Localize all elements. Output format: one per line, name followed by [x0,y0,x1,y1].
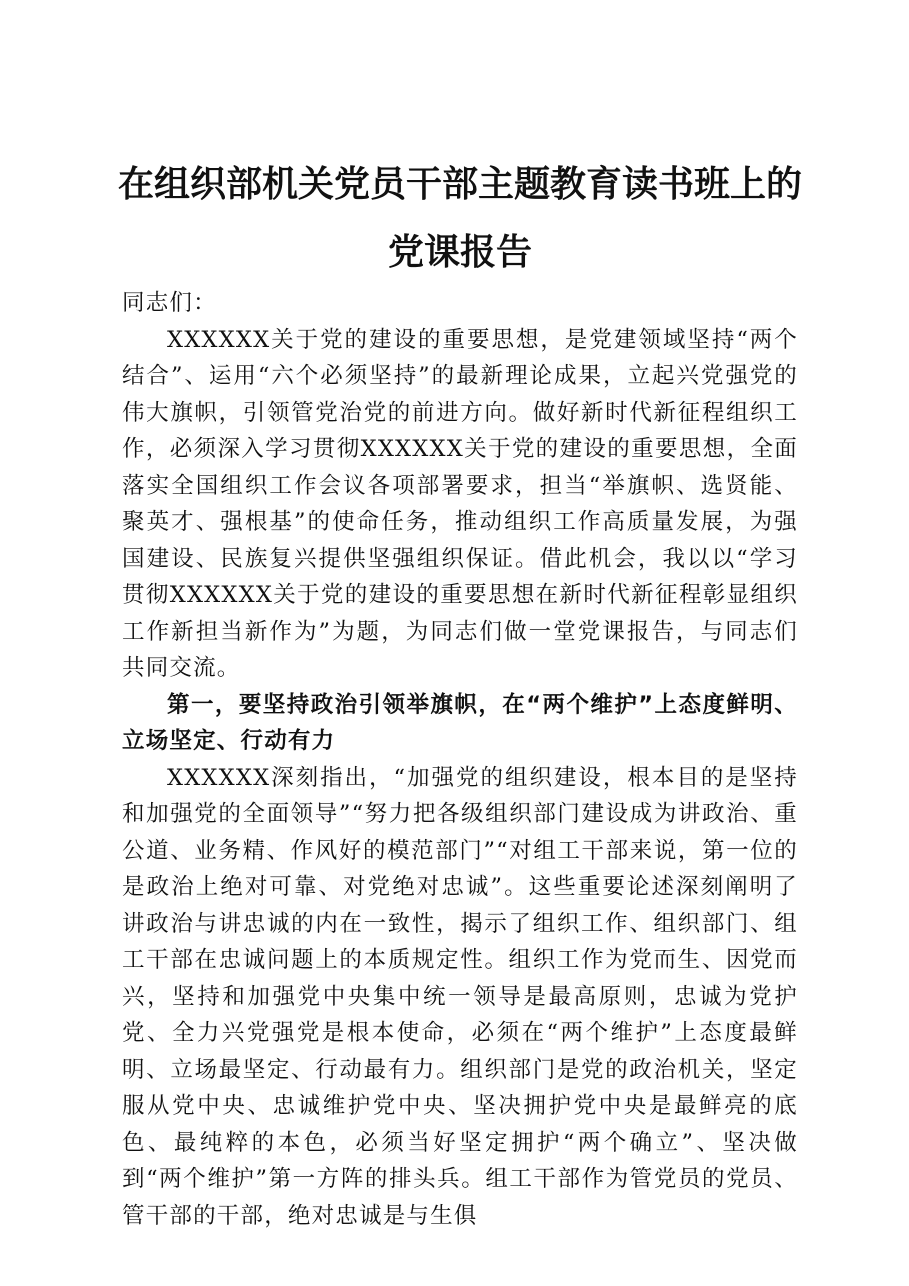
document-title: 在组织部机关党员干部主题教育读书班上的党课报告 [117,163,802,273]
document-body [122,285,798,1234]
section-heading-1: 第一，要坚持政治引领举旗帜，在“两个维护”上态度鲜明、立场坚定、行动有力 [122,691,798,754]
paragraph-section-1: XXXXXX深刻指出，“加强党的组织建设，根本目的是坚持和加强党的全面领导”“努力把各级组织部门建设成为讲政治、重公道、业务精、作风好的模范部门”“对组工干部来说，第一位的是政治上绝对可靠、对党绝对忠诚”。这些重要论述深刻阐明了讲政治与讲忠诚的内在一致性，揭示了组织工作、组织部门、组工干部在忠诚问题上的本质规定性。组织工作为党而生、因党而兴，坚持和加强党中央集中统一领导是最高原则，忠诚为党护党、全力兴党强党是根本使命，必须在“两个维护”上态度最鲜明、立场最坚定、行动最有力。组织部门是党的政治机关，坚定服从党中央、忠诚维护党中央、坚决拥护党中央是最鲜亮的底色、最纯粹的本色，必须当好坚定拥护“两个确立”、坚决做到“两个维护”第一方阵的排头兵。组工干部作为管党员的党员、管干部的干部，绝对忠诚是与生俱 [122,764,798,1229]
paragraph-intro: XXXXXX关于党的建设的重要思想，是党建领域坚持“两个结合”、运用“六个必须坚持”的最新理论成果，立起兴党强党的伟大旗帜，引领管党治党的前进方向。做好新时代新征程组织工作，必须深入学习贯彻XXXXXX关于党的建设的重要思想，全面落实全国组织工作会议各项部署要求，担当“举旗帜、选贤能、聚英才、强根基”的使命任务，推动组织工作高质量发展，为强国建设、民族复兴提供坚强组织保证。借此机会，我以以“学习贯彻XXXXXX关于党的建设的重要思想在新时代新征程彰显组织工作新担当新作为”为题，为同志们做一堂党课报告，与同志们共同交流。 [122,326,798,681]
greeting: 同志们： [122,290,217,316]
